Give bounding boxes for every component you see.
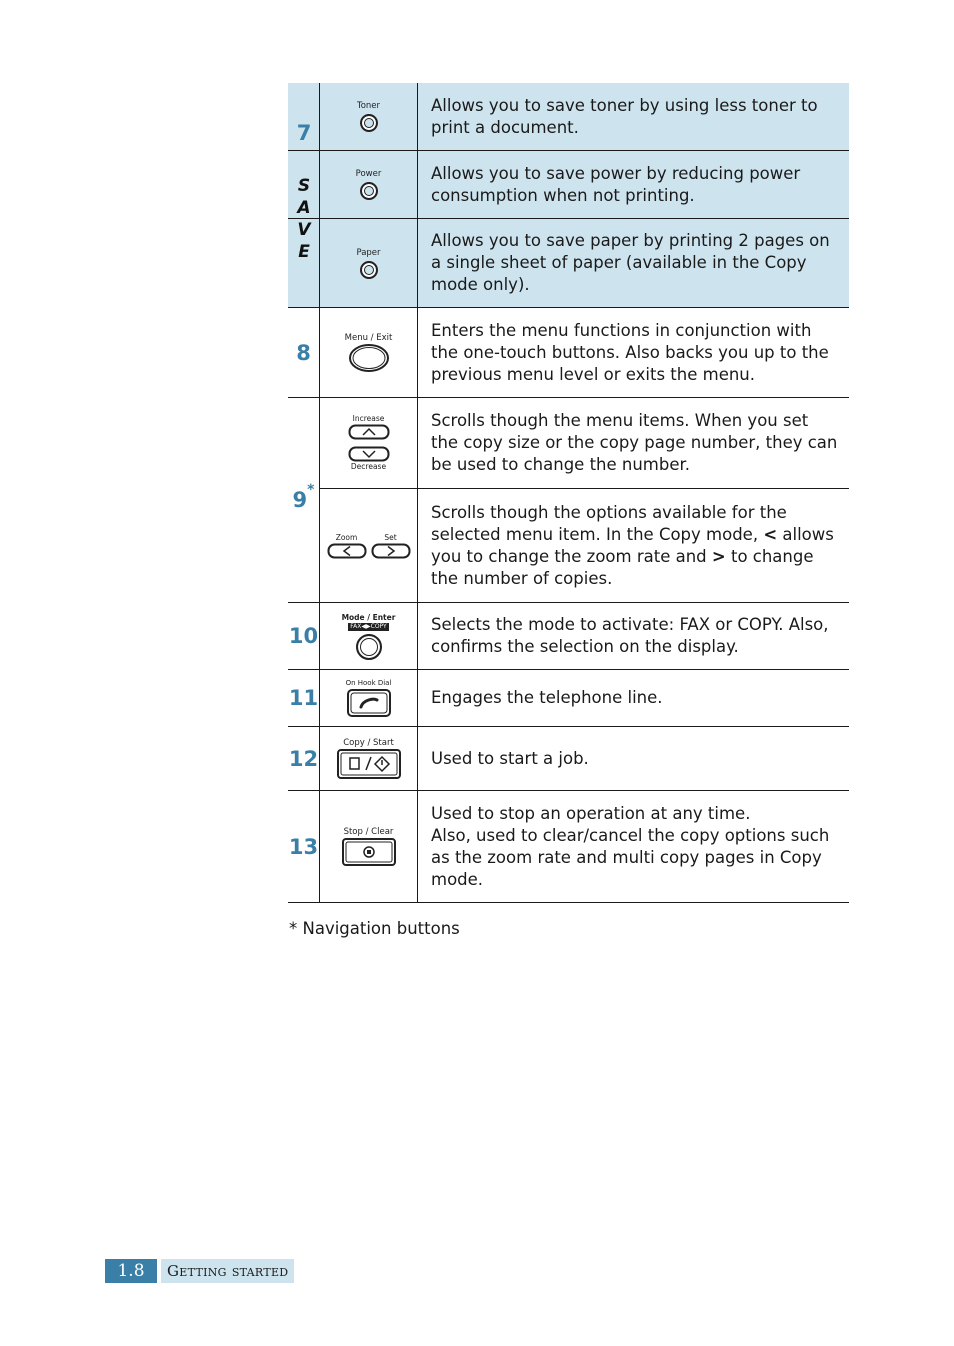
toner-button-label: Toner [356, 101, 381, 111]
stop-button-icon [341, 837, 397, 867]
on-hook-dial-label: On Hook Dial [345, 679, 392, 687]
footnote: * Navigation buttons [289, 919, 460, 938]
item-number-8: 8 [288, 308, 320, 397]
toner-button-illustration [320, 83, 418, 150]
menu-exit-button-illustration [320, 308, 418, 397]
stop-clear-illustration [320, 791, 418, 902]
round-button-icon [360, 261, 378, 279]
table-row-10 [288, 603, 849, 670]
table-row-toner [288, 83, 849, 151]
greater-than-symbol: > [711, 546, 726, 566]
round-button-icon [360, 114, 378, 132]
item-number-10: 10 [288, 603, 320, 669]
paper-button-illustration [320, 219, 418, 307]
paper-description: Allows you to save paper by printing 2 pages on a single sheet of paper (available in the Copy mode only). [431, 231, 830, 294]
page-footer [105, 1259, 294, 1283]
power-description: Allows you to save power by reducing power consumption when not printing. [431, 163, 801, 205]
table-row-power [288, 151, 849, 219]
table-row-12 [288, 727, 849, 791]
menu-exit-description: Enters the menu functions in conjunction with the one-touch buttons. Also backs you up to the previous menu level or exits the menu. [431, 320, 829, 384]
oval-button-icon [348, 343, 390, 373]
power-button-illustration [320, 151, 418, 218]
table-row-13 [288, 791, 849, 903]
toner-description: Allows you to save toner by using less toner to print a document. [431, 95, 818, 137]
up-arrow-button-icon [348, 424, 390, 440]
zoom-set-description: Scrolls though the options available for the selected menu item. In the Copy mode, < allows you to change the zoom rate and > to change the number of copies. [431, 502, 834, 588]
zoom-set-illustration [320, 488, 418, 603]
table-row-8 [288, 308, 849, 398]
item-number-9: 9 * [288, 398, 320, 602]
copy-start-button-icon [336, 748, 402, 780]
table-row-paper [288, 219, 849, 308]
table-row-9 [288, 398, 849, 603]
stop-clear-description: Used to stop an operation at any time. Also, used to clear/cancel the copy options such as the zoom rate and multi copy pages in Copy mode. [431, 803, 830, 889]
power-button-label: Power [355, 169, 382, 179]
increase-decrease-description: Scrolls though the menu items. When you set the copy size or the copy page number, they can be used to change the number. [431, 411, 838, 474]
fax-copy-badge: FAX◀▶COPY [350, 622, 387, 630]
navigation-asterisk: * [307, 482, 315, 498]
on-hook-dial-description: Engages the telephone line. [431, 688, 663, 707]
copy-start-label: Copy / Start [343, 737, 394, 748]
item-number-13: 13 [288, 791, 320, 902]
phone-handset-icon [346, 688, 392, 718]
round-button-icon [356, 634, 382, 660]
left-arrow-button-icon [327, 543, 367, 559]
set-label: Set [384, 532, 397, 542]
save-group-label-cell [288, 83, 320, 308]
mode-enter-description: Selects the mode to activate: FAX or COPY. Also, confirms the selection on the display. [431, 615, 829, 656]
round-button-icon [360, 182, 378, 200]
copy-start-description: Used to start a job. [431, 748, 589, 768]
decrease-label: Decrease [350, 462, 387, 471]
copy-start-illustration [320, 727, 418, 790]
item-number-11: 11 [288, 670, 320, 726]
section-title: Getting started [161, 1259, 294, 1283]
table-row-11 [288, 670, 849, 727]
on-hook-dial-illustration [320, 670, 418, 726]
increase-decrease-illustration [320, 398, 418, 488]
paper-button-label: Paper [356, 247, 381, 258]
item-number-12: 12 [288, 727, 320, 790]
zoom-label: Zoom [335, 532, 358, 542]
save-word: S A V E [297, 176, 311, 262]
down-arrow-button-icon [348, 446, 390, 462]
increase-label: Increase [352, 414, 385, 423]
menu-exit-label: Menu / Exit [344, 332, 393, 343]
page-number: 1.8 [105, 1259, 157, 1283]
stop-clear-label: Stop / Clear [343, 826, 394, 837]
mode-enter-button-illustration [320, 603, 418, 669]
less-than-symbol: < [763, 524, 778, 544]
mode-enter-label: Mode / Enter [341, 612, 396, 622]
item-number-7: 7 [296, 121, 312, 145]
right-arrow-button-icon [371, 543, 411, 559]
